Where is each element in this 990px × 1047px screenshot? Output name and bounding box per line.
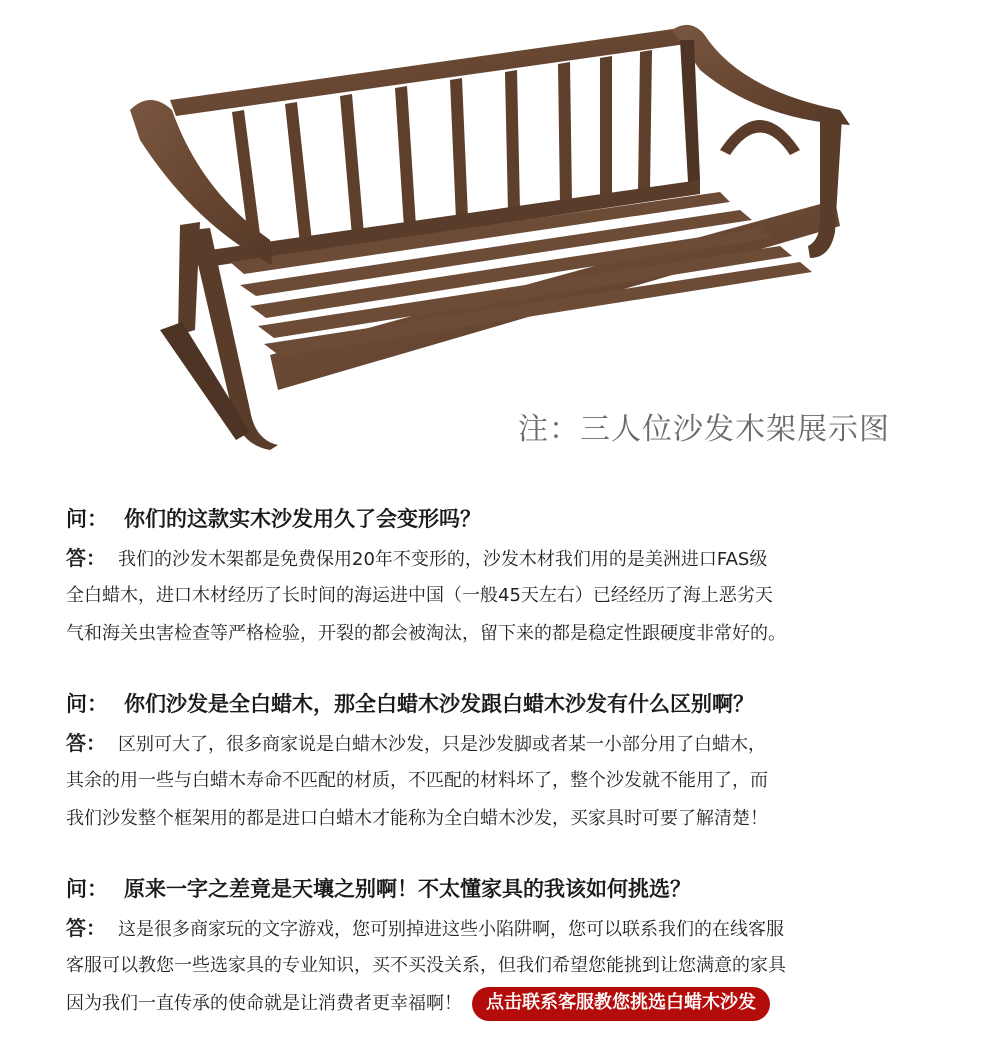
answer-line <box>66 909 946 947</box>
question-text: 原来一字之差竟是天壤之别啊！不太懂家具的我该如何挑选？ <box>124 877 691 901</box>
answer-block <box>66 724 946 838</box>
answer-line: 客服可以教您一些选家具的专业知识，买不买没关系，但我们希望您能挑到让您满意的家具 <box>66 955 786 976</box>
answer-line <box>66 539 946 577</box>
question-text: 你们的这款实木沙发用久了会变形吗？ <box>124 507 481 531</box>
question-text: 你们沙发是全白蜡木，那全白蜡木沙发跟白蜡木沙发有什么区别啊？ <box>124 692 754 716</box>
sofa-frame-hero <box>0 0 990 470</box>
answer-prefix: 答： <box>66 916 106 940</box>
question-prefix: 问： <box>66 877 108 901</box>
question-prefix: 问： <box>66 692 108 716</box>
answer-line: 全白蜡木，进口木材经历了长时间的海运进中国（一般45天左右）已经经历了海上恶劣天 <box>66 585 773 606</box>
answer-line: 我们沙发整个框架用的都是进口白蜡木才能称为全白蜡木沙发，买家具时可要了解清楚！ <box>66 808 768 829</box>
answer-text: 因为我们一直传承的使命就是让消费者更幸福啊！ <box>66 993 462 1014</box>
faq-item <box>66 873 946 1023</box>
answer-line <box>66 985 946 1023</box>
answer-prefix: 答： <box>66 731 106 755</box>
question-row <box>66 503 946 539</box>
answer-line: 其余的用一些与白蜡木寿命不匹配的材质，不匹配的材料坏了，整个沙发就不能用了，而 <box>66 770 768 791</box>
faq-item <box>66 503 946 653</box>
question-row <box>66 873 946 909</box>
answer-line <box>66 724 946 762</box>
sofa-frame-image <box>0 0 990 470</box>
answer-line: 气和海关虫害检查等严格检验，开裂的都会被淘汰，留下来的都是稳定性跟硬度非常好的。 <box>66 623 786 644</box>
faq-item <box>66 688 946 838</box>
answer-prefix: 答： <box>66 546 106 570</box>
answer-block <box>66 909 946 1023</box>
answer-block <box>66 539 946 653</box>
answer-text: 这是很多商家玩的文字游戏，您可别掉进这些小陷阱啊，您可以联系我们的在线客服 <box>118 919 784 940</box>
answer-text: 我们的沙发木架都是免费保用20年不变形的，沙发木材我们用的是美洲进口FAS级 <box>118 549 768 570</box>
question-prefix: 问： <box>66 507 108 531</box>
question-row <box>66 688 946 724</box>
image-caption: 注：三人位沙发木架展示图 <box>518 412 890 447</box>
contact-service-button[interactable]: 点击联系客服教您挑选白蜡木沙发 <box>472 987 770 1021</box>
answer-text: 区别可大了，很多商家说是白蜡木沙发，只是沙发脚或者某一小部分用了白蜡木， <box>118 734 766 755</box>
